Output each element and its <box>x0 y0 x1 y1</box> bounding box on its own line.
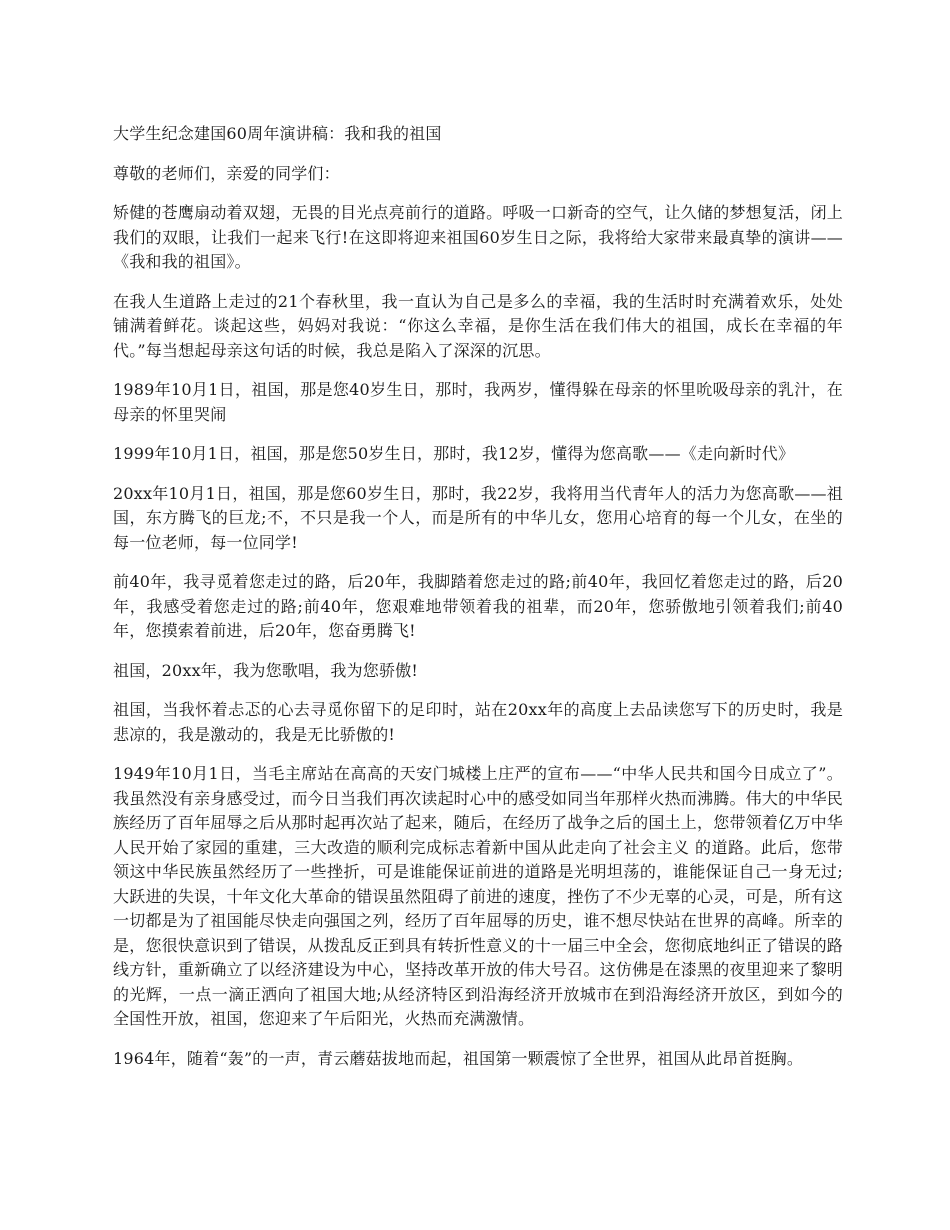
paragraph-3: 1989年10月1日，祖国，那是您40岁生日，那时，我两岁，懂得躲在母亲的怀里吮吸母亲的乳汁，在母亲的怀里哭闹 <box>113 380 843 424</box>
document-body <box>113 122 843 1086</box>
paragraph-1: 矫健的苍鹰扇动着双翅，无畏的目光点亮前行的道路。呼吸一口新奇的空气，让久储的梦想复活，闭上我们的双眼，让我们一起来飞行!在这即将迎来祖国60岁生日之际，我将给大家带来最真挚的演讲——《我和我的祖国》。 <box>113 203 843 271</box>
paragraph-5: 20xx年10月1日，祖国，那是您60岁生日，那时，我22岁，我将用当代青年人的活力为您高歌——祖国，东方腾飞的巨龙;不，不只是我一个人，而是所有的中华儿女，您用心培育的每一个儿女，在坐的每一位老师，每一位同学! <box>113 483 843 552</box>
paragraph-8: 祖国，当我怀着忐忑的心去寻觅你留下的足印时，站在20xx年的高度上去品读您写下的历史时，我是悲凉的，我是激动的，我是无比骄傲的! <box>113 700 843 744</box>
paragraph-6: 前40年，我寻觅着您走过的路，后20年，我脚踏着您走过的路;前40年，我回忆着您走过的路，后20年，我感受着您走过的路;前40年，您艰难地带领着我的祖辈，而20年，您骄傲地引领着我们;前40年，您摸索着前进，后20年，您奋勇腾飞! <box>113 572 843 640</box>
document-title: 大学生纪念建国60周年演讲稿：我和我的祖国 <box>113 124 442 143</box>
greeting: 尊敬的老师们，亲爱的同学们： <box>113 163 340 183</box>
paragraph-7: 祖国，20xx年，我为您歌唱，我为您骄傲! <box>113 660 419 680</box>
paragraph-2: 在我人生道路上走过的21个春秋里，我一直认为自己是多么的幸福，我的生活时时充满着欢乐，处处铺满着鲜花。谈起这些，妈妈对我说：“你这么幸福，是你生活在我们伟大的祖国，成长在幸福的年代。”每当想起母亲这句话的时候，我总是陷入了深深的沉思。 <box>113 291 843 360</box>
paragraph-9: 1949年10月1日，当毛主席站在高高的天安门城楼上庄严的宣布——“中华人民共和国今日成立了”。我虽然没有亲身感受过，而今日当我们再次读起时心中的感受如同当年那样火热而沸腾。伟大的中华民族经历了百年屈辱之后从那时起再次站了起来，随后，在经历了战争之后的国土上，您带领着亿万中华人民开始了家园的重建，三大改造的顺利完成标志着新中国从此走向了社会主义 的道路。此后，您带领这中华民族虽然经历了一些挫折，可是谁能保证前进的道路是光明坦荡的，谁能保证自己一身无过;大跃进的失误，十年文化大革命的错误虽然阻碍了前进的速度，挫伤了不少无辜的心灵，可是，所有这一切都是为了祖国能尽快走向强国之列，经历了百年屈辱的历史，谁不想尽快站在世界的高峰。所幸的是，您很快意识到了错误，从拨乱反正到具有转折性意义的十一届三中全会，您彻底地纠正了错误的路线方针，重新确立了以经济建设为中心，坚持改革开放的伟大号召。这仿佛是在漆黑的夜里迎来了黎明的光辉，一点一滴正洒向了祖国大地;从经济特区到沿海经济开放城市在到沿海经济开放区，到如今的全国性开放，祖国，您迎来了午后阳光，火热而充满激情。 <box>113 764 843 1028</box>
paragraph-4: 1999年10月1日，祖国，那是您50岁生日，那时，我12岁，懂得为您高歌——《走向新时代》 <box>113 444 795 463</box>
paragraph-10: 1964年，随着“轰”的一声，青云蘑菇拔地而起，祖国第一颗震惊了全世界，祖国从此昂首挺胸。 <box>113 1048 804 1068</box>
